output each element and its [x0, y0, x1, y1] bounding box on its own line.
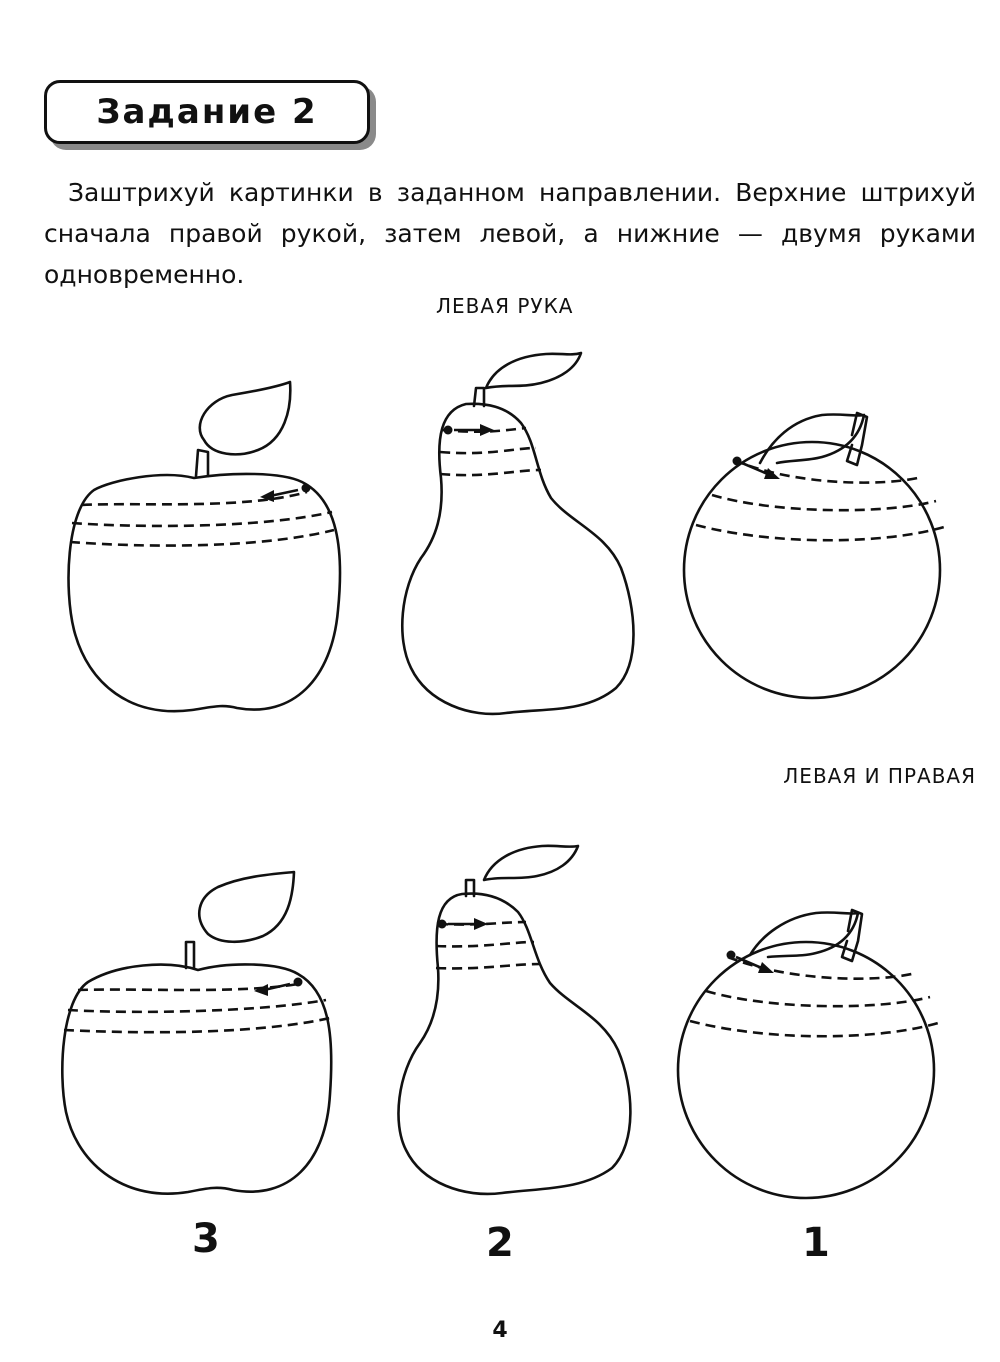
- task-title-badge: [44, 80, 378, 152]
- number-2: 2: [486, 1220, 514, 1266]
- apple-top: [62, 380, 352, 720]
- instruction-body: Заштрихуй картинки в заданном направлении. Верхние штрихуй сначала правой рукой, затем левой, а нижние — двумя руками одновременно.: [44, 178, 976, 289]
- bottom-section-label: ЛЕВАЯ И ПРАВАЯ: [783, 764, 976, 788]
- title-badge-face: [44, 80, 370, 144]
- orange-bottom: [676, 905, 946, 1205]
- top-section-label: ЛЕВАЯ РУКА: [436, 294, 574, 318]
- instruction-text: [44, 172, 976, 295]
- number-1: 1: [802, 1220, 830, 1266]
- apple-bottom: [58, 872, 348, 1202]
- number-3: 3: [192, 1216, 220, 1262]
- page-number: 4: [492, 1318, 508, 1343]
- pear-bottom: [392, 838, 642, 1203]
- pear-top: [396, 348, 646, 723]
- task-title: Задание 2: [96, 92, 318, 132]
- orange-top: [682, 405, 952, 705]
